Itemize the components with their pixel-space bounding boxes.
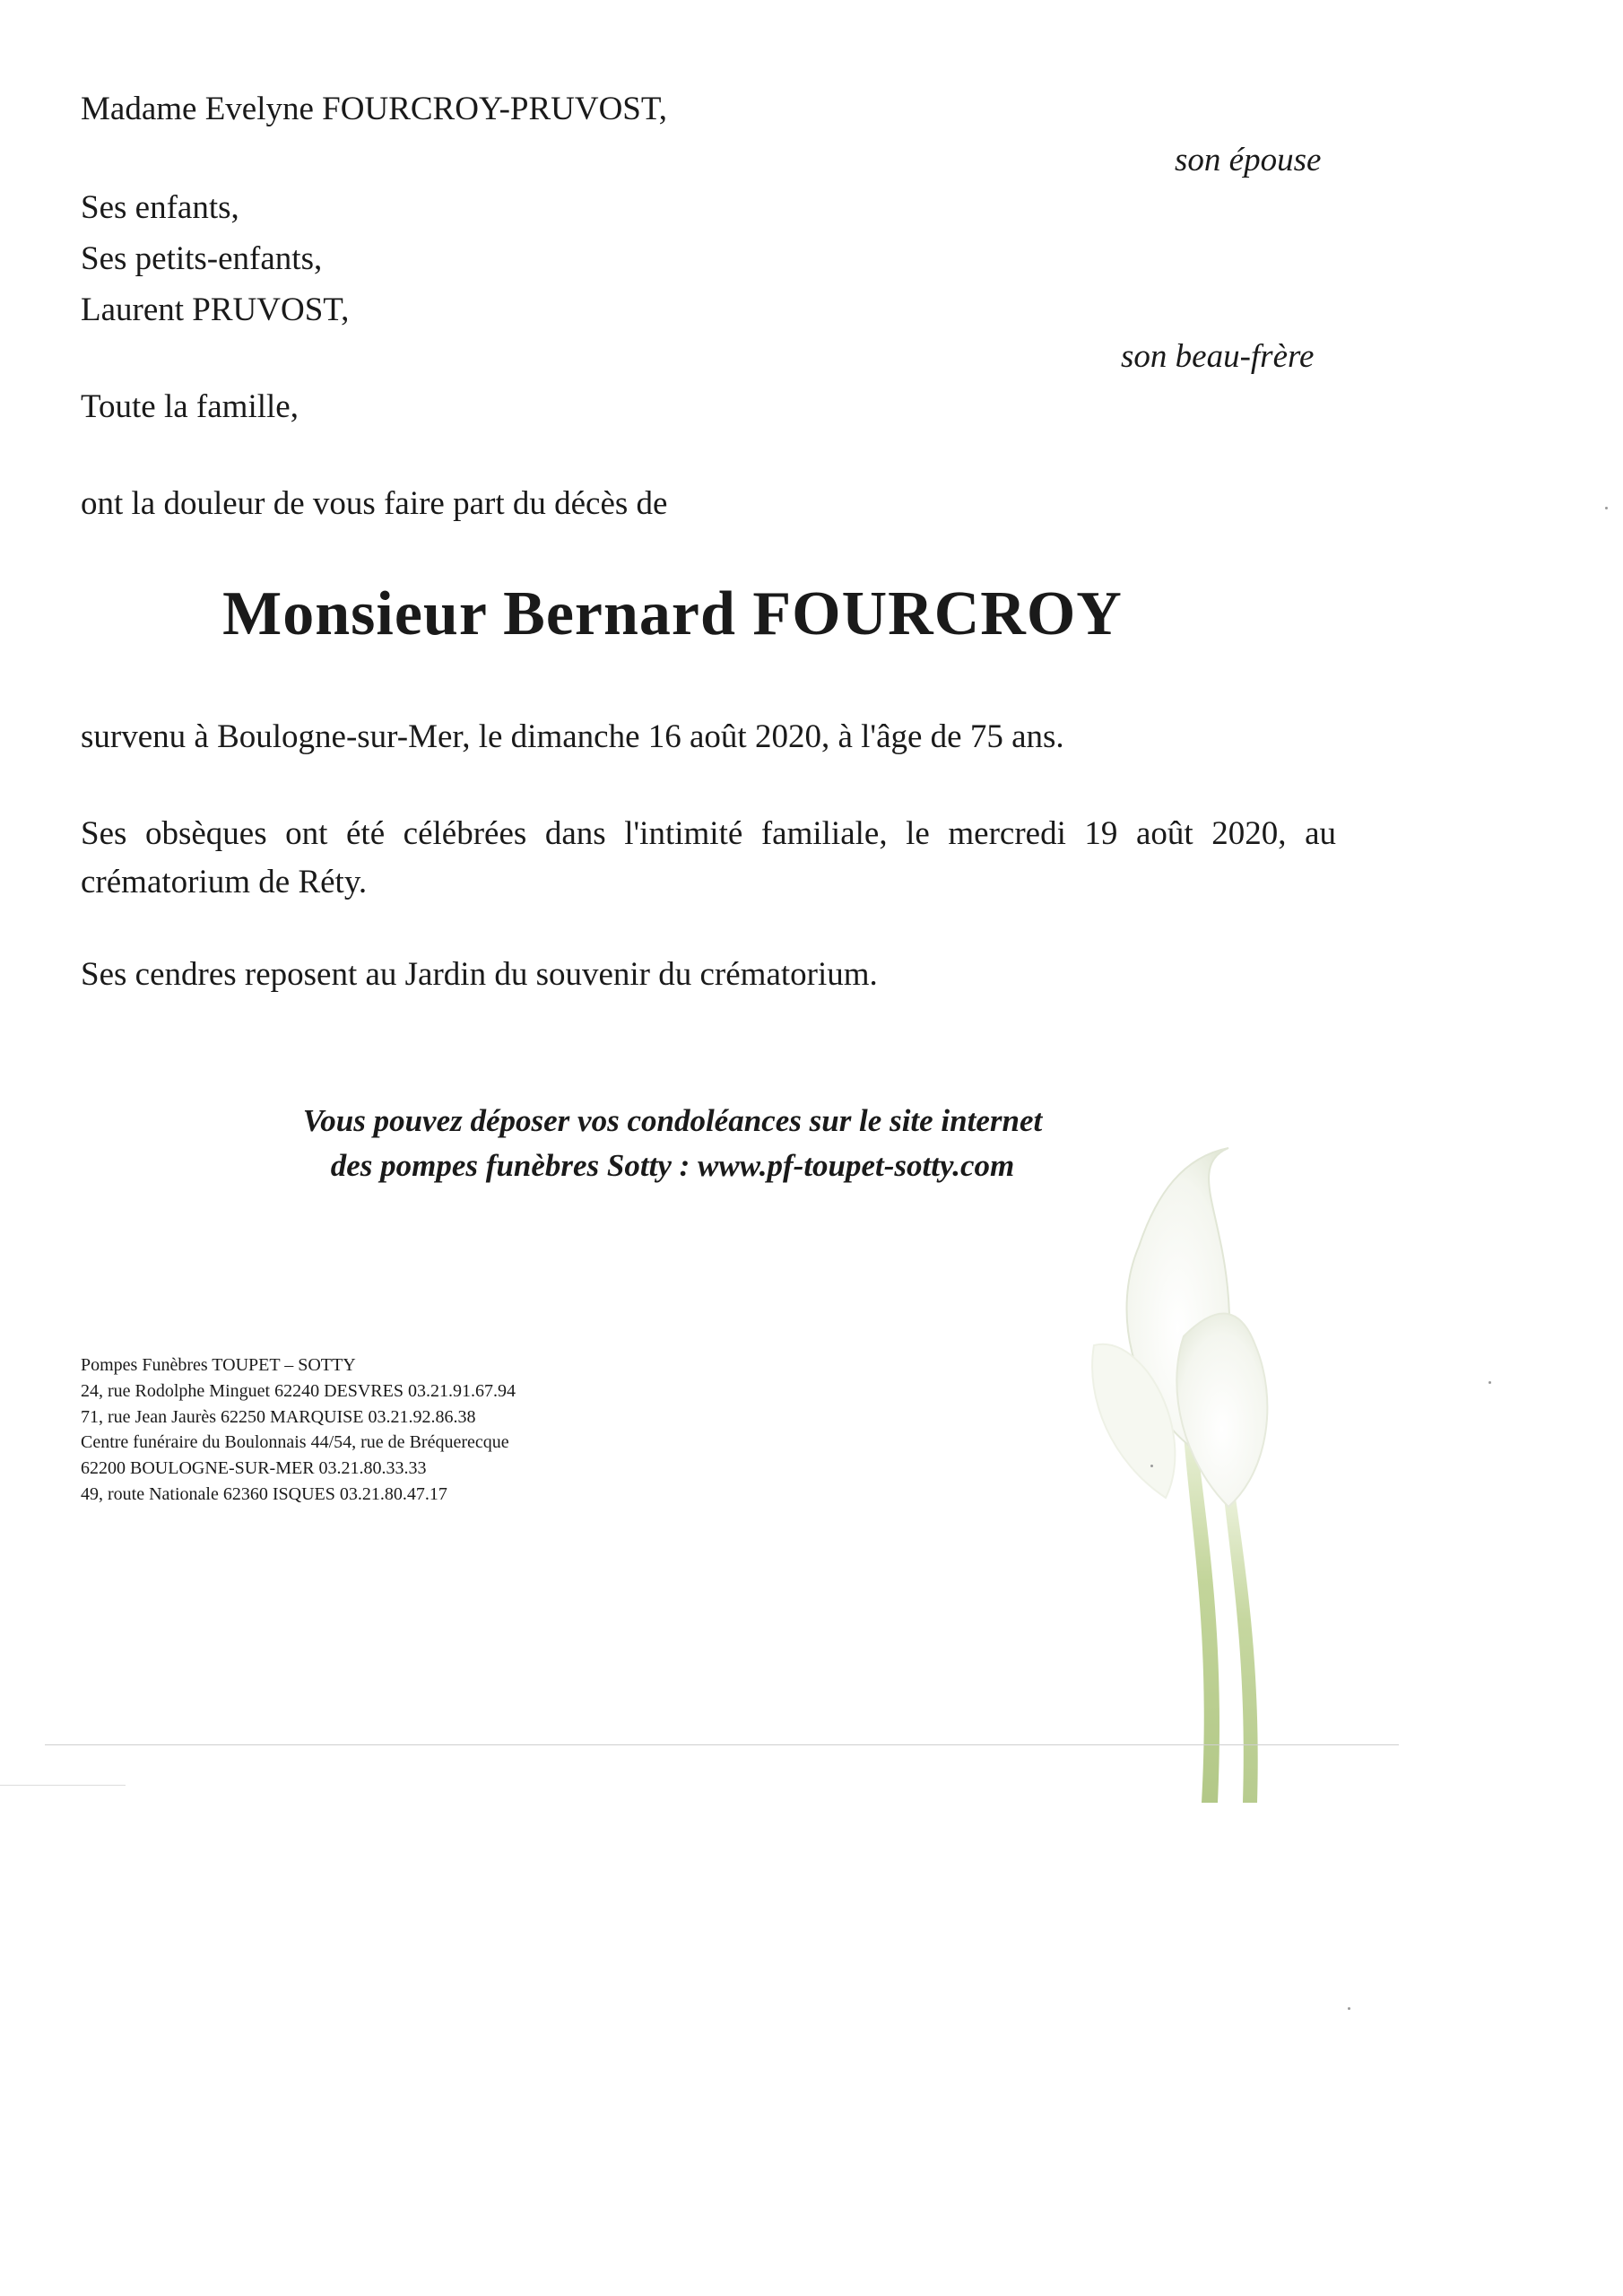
children-line: Ses enfants, — [81, 189, 239, 226]
funeral-home-address: 49, route Nationale 62360 ISQUES 03.21.80.47.17 — [81, 1483, 447, 1504]
bottom-rule — [45, 1744, 1399, 1745]
scan-speck — [1150, 1465, 1153, 1467]
calla-lily-illustration — [1076, 1139, 1309, 1803]
ashes-info: Ses cendres reposent au Jardin du souvenir du crématorium. — [81, 956, 878, 993]
grandchildren-line: Ses petits-enfants, — [81, 240, 323, 277]
spouse-role: son épouse — [1175, 142, 1322, 178]
scan-speck — [1348, 2007, 1350, 2010]
lily-stem — [1224, 1498, 1258, 1803]
funeral-home-block — [81, 1352, 516, 1508]
funeral-home-address: 62200 BOULOGNE-SUR-MER 03.21.80.33.33 — [81, 1458, 427, 1479]
condolences-line-2: des pompes funèbres Sotty : www.pf-toupet-sotty.com — [330, 1148, 1015, 1183]
scan-speck — [1605, 507, 1608, 509]
left-rule-fragment — [0, 1785, 126, 1786]
announcement-intro: ont la douleur de vous faire part du décès de — [81, 485, 668, 522]
deceased-name: Monsieur Bernard FOURCROY — [222, 579, 1123, 648]
death-info: survenu à Boulogne-sur-Mer, le dimanche 16 août 2020, à l'âge de 75 ans. — [81, 718, 1064, 755]
condolences-line-1: Vous pouvez déposer vos condoléances sur le site internet — [302, 1103, 1043, 1138]
spouse-name: Madame Evelyne FOURCROY-PRUVOST, — [81, 91, 667, 127]
funeral-info: Ses obsèques ont été célébrées dans l'intimité familiale, le mercredi 19 août 2020, au crématorium de Réty. — [81, 815, 1336, 900]
brother-in-law-name: Laurent PRUVOST, — [81, 291, 350, 328]
funeral-home-address: Centre funéraire du Boulonnais 44/54, rue de Bréquerecque — [81, 1432, 509, 1453]
scan-speck — [1488, 1381, 1491, 1384]
whole-family-line: Toute la famille, — [81, 388, 299, 425]
brother-in-law-role: son beau-frère — [1121, 338, 1315, 375]
funeral-home-address: 24, rue Rodolphe Minguet 62240 DESVRES 03.21.91.67.94 — [81, 1380, 516, 1401]
funeral-home-name: Pompes Funèbres TOUPET – SOTTY — [81, 1355, 356, 1375]
funeral-home-address: 71, rue Jean Jaurès 62250 MARQUISE 03.21.92.86.38 — [81, 1406, 476, 1427]
